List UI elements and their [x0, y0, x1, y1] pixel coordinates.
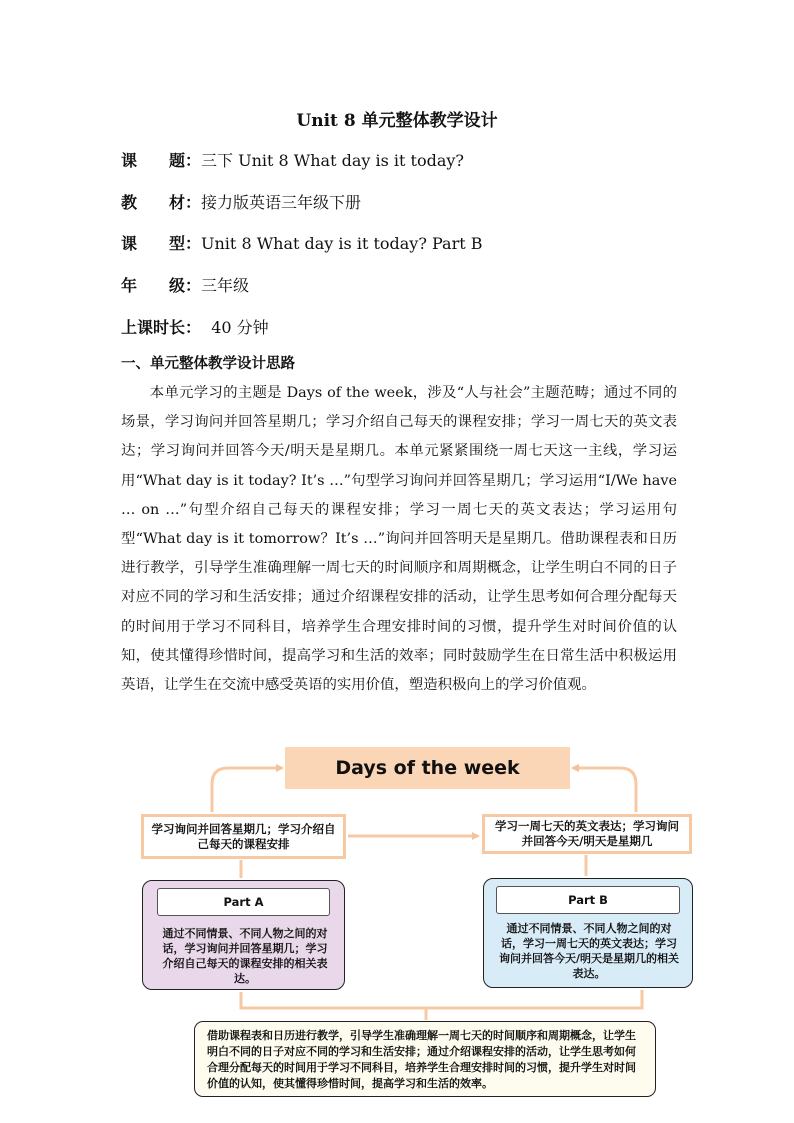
meta-row-topic: [121, 148, 464, 171]
meta-value-topic: 三下 Unit 8 What day is it today?: [201, 151, 465, 170]
bottom-bracket-connector: [241, 990, 642, 1008]
meta-row-duration: [121, 315, 269, 338]
meta-row-textbook: [121, 190, 361, 213]
part-b-panel: [483, 878, 693, 988]
meta-value-duration: 40 分钟: [201, 318, 269, 337]
meta-label-textbook: 教 材：: [121, 193, 202, 212]
design-paragraph: 本单元学习的主题是 Days of the week，涉及“人与社会”主题范畴；通过不同的场景，学习询问并回答星期几；学习介绍自己每天的课程安排；学习一周七天的英文表达；学习询问并回答今天/明天是星期几。本单元紧紧围绕一周七天这一主线，学习运用“What day is it today? It’s …”句型学习询问并回答星期几；学习运用“I/We have … on …”句型介绍自己每天的课程安排；学习一周七天的英文表达；学习运用句型“What day is it tomorrow？It’s …”询问并回答明天是星期几。借助课程表和日历进行教学，引导学生准确理解一周七天的时间顺序和周期概念，让学生明白不同的日子对应不同的学习和生活安排；通过介绍课程安排的活动，让学生思考如何合理分配每天的时间用于学习不同科目，培养学生合理安排时间的习惯，提升学生对时间价值的认知，使其懂得珍惜时间，提高学习和生活的效率；同时鼓励学生在日常生活中积极运用英语，让学生在交流中感受英语的实用价值，塑造积极向上的学习价值观。: [121, 385, 677, 694]
section-heading: 一、单元整体教学设计思路: [121, 355, 295, 372]
meta-label-grade: 年 级：: [121, 276, 202, 295]
left-loop-connector: [212, 768, 282, 812]
meta-label-topic: 课 题：: [121, 151, 202, 170]
meta-value-grade: 三年级: [201, 276, 250, 295]
part-a-title: Part A: [157, 888, 330, 916]
document-title: Unit 8 单元整体教学设计: [296, 111, 498, 131]
right-loop-connector: [573, 768, 636, 812]
meta-value-textbook: 接力版英语三年级下册: [201, 193, 362, 212]
meta-row-grade: [121, 273, 249, 296]
goal-box-right: 学习一周七天的英文表达；学习询问并回答今天/明天是星期几: [482, 814, 692, 854]
goal-box-left: 学习询问并回答星期几；学习介绍自己每天的课程安排: [141, 814, 346, 859]
meta-row-lesson-type: [121, 231, 483, 254]
summary-box: 借助课程表和日历进行教学，引导学生准确理解一周七天的时间顺序和周期概念，让学生明白不同的日子对应不同的学习和生活安排；通过介绍课程安排的活动，让学生思考如何合理分配每天的时间用于学习不同科目，培养学生合理安排时间的习惯，提升学生对时间价值的认知，使其懂得珍惜时间，提高学习和生活的效率。: [194, 1021, 656, 1097]
part-b-description: 通过不同情景、不同人物之间的对话，学习一周七天的英文表达；学习询问并回答今天/明天是星期几的相关表达。: [498, 922, 680, 980]
part-a-panel: [142, 880, 345, 990]
part-a-description: 通过不同情景、不同人物之间的对话，学习询问并回答星期几；学习介绍自己每天的课程安排的相关表达。: [162, 927, 328, 985]
topic-box: Days of the week: [285, 747, 570, 789]
meta-label-lesson-type: 课 型：: [121, 234, 202, 253]
meta-value-lesson-type: Unit 8 What day is it today? Part B: [201, 234, 483, 253]
meta-label-duration: 上课时长：: [121, 318, 202, 337]
part-b-title: Part B: [496, 886, 680, 914]
